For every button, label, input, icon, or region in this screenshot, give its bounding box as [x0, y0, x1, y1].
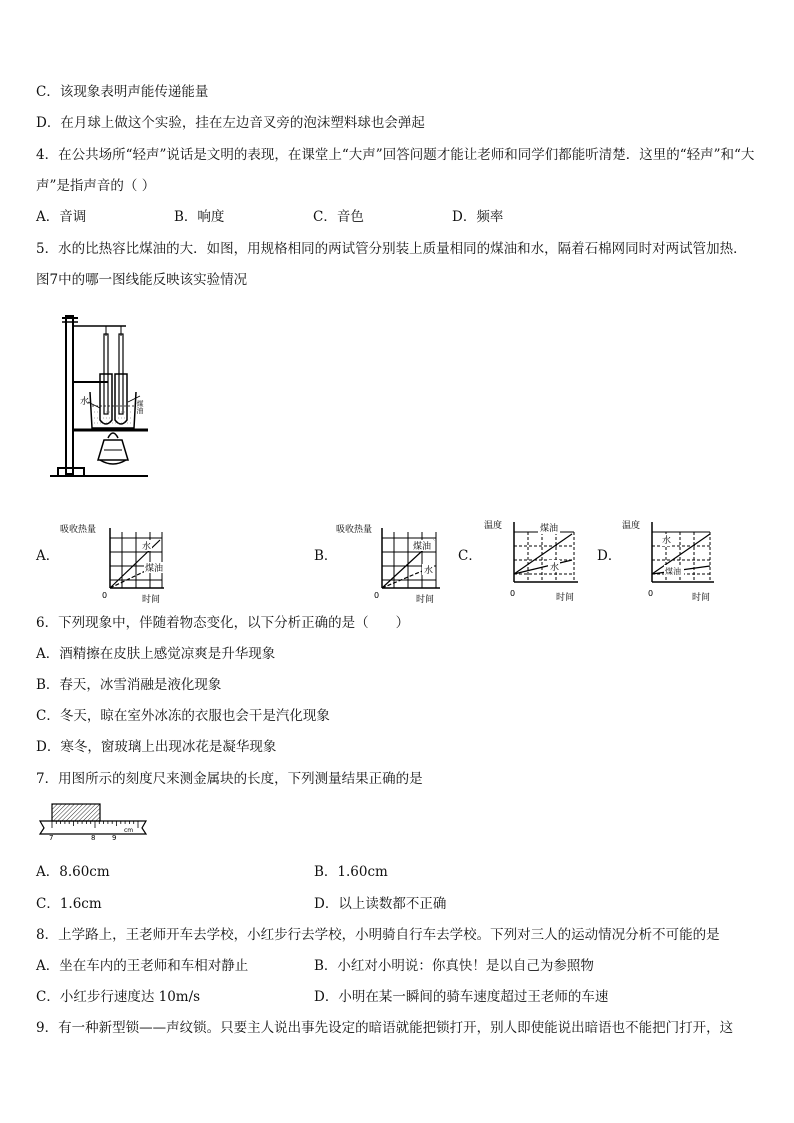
graph-label-b: B． — [314, 548, 338, 564]
graph-d-xlabel: 时间 — [692, 593, 711, 603]
q4-stem-line1: 4．在公共场所“轻声”说话是文明的表现，在课堂上“大声”回答问题才能让老师和同学们都能听清楚．这里的“轻声”和“大 — [36, 147, 755, 163]
label-water: 水 — [80, 397, 90, 407]
ruler-tick-9: 9 — [112, 834, 117, 842]
q5-stem-line1: 5．水的比热容比煤油的大．如图，用规格相同的两试管分别装上质量相同的煤油和水，隔着石棉网同时对两试管加热． — [36, 241, 747, 257]
graph-d-upper-label: 水 — [662, 536, 672, 546]
q8-option-c: C．小红步行速度达 10m/s — [36, 989, 201, 1005]
q6-option-d: D．寒冬，窗玻璃上出现冰花是凝华现象 — [36, 739, 277, 755]
heating-apparatus-figure — [48, 312, 168, 482]
q7-option-a: A．8.60cm — [36, 864, 110, 880]
graph-d-lower-label: 煤油 — [665, 567, 681, 576]
q7-option-d: D．以上读数都不正确 — [314, 896, 447, 912]
graph-b-ylabel: 吸收热量 — [336, 525, 373, 535]
q8-stem: 8．上学路上，王老师开车去学校，小红步行去学校，小明骑自行车去学校。下列对三人的运动情况分析不可能的是 — [36, 927, 720, 943]
graph-b-upper-label: 煤油 — [413, 542, 432, 552]
graph-d-origin: 0 — [648, 589, 654, 598]
q8-option-d: D．小明在某一瞬间的骑车速度超过王老师的车速 — [314, 989, 609, 1005]
q4-option-d: D．频率 — [452, 209, 504, 225]
q4-stem-line2: 声”是指声音的（ ） — [36, 178, 156, 194]
q6-option-b: B．春天，冰雪消融是液化现象 — [36, 677, 222, 693]
graph-d — [620, 516, 720, 604]
graph-label-a: A． — [36, 548, 60, 564]
ruler-tick-7: 7 — [49, 834, 54, 842]
graph-d-ylabel: 温度 — [622, 521, 641, 531]
graph-a-lower-label: 煤油 — [145, 564, 164, 574]
ruler-unit: cm — [124, 827, 134, 834]
graph-a-origin: 0 — [102, 591, 108, 600]
graph-c-lower-label: 水 — [550, 563, 560, 573]
graph-b — [336, 522, 446, 604]
q6-option-a: A．酒精擦在皮肤上感觉凉爽是升华现象 — [36, 646, 276, 662]
graph-a-upper-label: 水 — [142, 542, 152, 552]
ruler-tick-8: 8 — [91, 834, 96, 842]
label-kerosene: 煤油 — [136, 400, 144, 414]
graph-c-ylabel: 温度 — [484, 521, 503, 531]
q4-option-b: B．响度 — [174, 209, 225, 225]
q7-stem: 7．用图所示的刻度尺来测金属块的长度，下列测量结果正确的是 — [36, 771, 423, 787]
q3-option-c: C．该现象表明声能传递能量 — [36, 84, 209, 100]
q3-option-d: D．在月球上做这个实验，挂在左边音叉旁的泡沫塑料球也会弹起 — [36, 115, 425, 131]
graph-c — [480, 516, 590, 604]
graph-c-upper-label: 煤油 — [540, 524, 559, 534]
graph-a — [60, 522, 170, 604]
ruler-figure — [38, 802, 150, 846]
q8-option-b: B．小红对小明说：你真快！是以自己为参照物 — [314, 958, 594, 974]
q7-option-b: B．1.60cm — [314, 864, 388, 880]
q4-option-c: C．音色 — [313, 209, 364, 225]
q6-stem: 6．下列现象中，伴随着物态变化，以下分析正确的是（ ） — [36, 615, 410, 631]
graph-b-lower-label: 水 — [424, 566, 434, 576]
q7-option-c: C．1.6cm — [36, 896, 102, 912]
q4-option-a: A．音调 — [36, 209, 87, 225]
q9-stem-line1: 9．有一种新型锁——声纹锁。只要主人说出事先设定的暗语就能把锁打开，别人即使能说出暗语也不能把门打开，这 — [36, 1020, 734, 1036]
graph-b-xlabel: 时间 — [416, 595, 435, 604]
q6-option-c: C．冬天，晾在室外冰冻的衣服也会干是汽化现象 — [36, 708, 330, 724]
q5-stem-line2: 图7中的哪一图线能反映该实验情况 — [36, 272, 248, 288]
graph-a-ylabel: 吸收热量 — [60, 525, 97, 535]
graph-a-xlabel: 时间 — [142, 595, 161, 604]
graph-label-c: C． — [458, 548, 482, 564]
graph-b-origin: 0 — [374, 591, 380, 600]
graph-c-xlabel: 时间 — [556, 593, 575, 603]
graph-c-origin: 0 — [510, 589, 516, 598]
q8-option-a: A．坐在车内的王老师和车相对静止 — [36, 958, 249, 974]
graph-label-d: D． — [597, 548, 622, 564]
